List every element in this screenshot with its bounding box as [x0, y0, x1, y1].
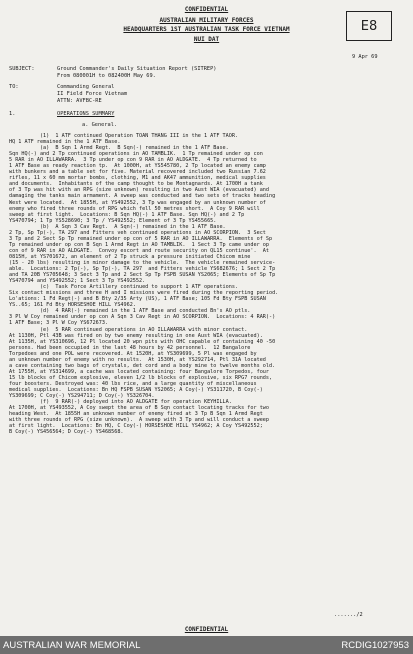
to-line-3: ATTN: AVFBC-RE: [57, 98, 102, 104]
document-date: 9 Apr 69: [352, 54, 378, 60]
archive-footer-bar: [0, 636, 413, 654]
subject-label: SUBJECT:: [9, 66, 35, 72]
subject-line-1: Ground Commander's Daily Situation Report (SITREP): [57, 66, 217, 72]
location-heading: NUI DAT: [193, 36, 220, 43]
subsection-general: a. General.: [82, 122, 118, 128]
section-title: OPERATIONS SUMMARY: [57, 111, 115, 117]
hq-heading: HEADQUARTERS 1ST AUSTRALIAN TASK FORCE VIETNAM: [123, 26, 290, 33]
classification-footer: CONFIDENTIAL: [184, 626, 229, 633]
to-label: TO:: [9, 84, 19, 90]
archive-name: AUSTRALIAN WAR MEMORIAL: [3, 640, 141, 651]
to-line-2: II Field Force Vietnam: [57, 91, 128, 97]
page-continuation: ......./2: [334, 612, 363, 618]
classification-header: CONFIDENTIAL: [184, 6, 229, 13]
archive-id: RCDIG1027953: [341, 640, 409, 651]
section-number: 1.: [9, 111, 16, 117]
report-body: (1) 1 ATF continued Operation TOAN THANG III in the 1 ATF TAOR. HQ 1 ATF remained in the 1 ATF Base. (a) B Sqn 1 Armd Regt. B Sqn(-) remained in the 1 ATF Base. Sqn HQ(-) and 2 Tp continued operations in AO TAMBLIK. 1 Tp remained under op con 5 RAR in AO ILLAWARRA. 3 Tp under op con 9 RAR in AO ALDGATE. 4 Tp returned to 1 ATF Base as ready reaction tp. At 1000H, at YS545780, 2 Tp located an enemy camp with bunkers and a table set for five. Material recovered included two Russian 7.62 rifles, 11 x 60 mm mortar bombs, clothing, M1 and AK47 ammunition, medical supplies and documents. Inhabitants of the camp thought to be Montagnards. At 1700H a tank of 3 Tp was hit with an RPG (size unknown) resulting in two Aust WIA (evacuated) and damaging the tanks main armament. A sweep was conducted and two sets of tracks heading West were located. At 1855H, at YS492552, 3 Tp was engaged by an unknown number of enemy who fired three rounds of RPG which fell 50 metres short. A Coy 9 RAR will sweep at first light. Locations: B Sqn HQ(-) 1 ATF Base. Sqn HQ(-) and 2 Tp YS470794; 1 Tp YS528690; 3 Tp / YS492552; Element of 3 Tp YS455665. (b) A Sqn 3 Cav Regt. A Sqn(-) remained in the 1 ATF Base. 2 Tp, Sp Tp(-), TA 297 and Fitters veh continued operations in AO SCORPION. 3 Sect 3 Tp and 2 Sect Sp Tp remained under op con of 5 RAR in AO ILLAWARRA. Elements of Sp Tp remained under op con B Sqn 1 Armd Regt in AO TAMBLIK. 1 Sect 3 Tp came under op con of 9 RAR in AO ALDGATE. Convoy escort and route security on QL15 continue'. At 0815H, at YS701672, an element of 2 Tp struck a pressure initiated Chicom mine (15 - 20 lbs) resulting in minor damage to the vehicle. The vehicle remained service- able. Locations: 2 Tp(-), Sp Tp(-), TA 297 and Fitters vehicle YS682676; 1 Sect 2 Tp and TA 20B YS705648; 3 Sect 3 Tp and 2 Sect Sp Tp FSPB SUSAN YS2065; Elements of Sp Tp YS470794 and YS492552; 1 Sect 3 Tp YS492552. (c) Task Force Artillery continued to support 1 ATF operations. Six contact missions and three H and I missions were fired during the reporting period. Lo'ations: 1 Fd Regt(-) and B Bty 2/35 Arty (US), 1 ATF Base; 105 Fd Bty FSPB SUSAN YS..65; 161 Fd Bty HORSESHOE HILL YS4962. (d) 4 RAR(-) remained in the 1 ATF Base and conducted Bn's AO ptls. 3 Pl W Coy remained under op con A Sqn 3 Cav Regt in AO SCORPION. Locations: 4 RAR(-) 1 ATF Base; 3 Pl W Coy YS672673. (e) 5 RAR continued operations in AO ILLAWARRA with minor contact. At 1130H, Ptl 43B was fired on by two enemy resulting in one Aust WIA (evacuated). At 1135H, at YS310696, 12 Pl located 20 wpn pits with OHC capable of containing 40 -50 persons. Had been occupied in the last 48 hours by 42 personnel. 12 Bangalore Torpedoes and one POL were recovered. At 1520H, at YS309699, 5 Pl was engaged by an unknown number of enemy with no results. At 1530H, at YS292714, Ptl 31A located a cave containing two bags of crystals, det cord and a body mine to twelve months old. At 1755H, at YS314699, a cache was located containing: four Bangalore Torpedos, four 15 lb blocks of Chicom explosive, eleven 1/2 lb blocks of explosive, six RPG7 rounds, four boosters. Destroyed was: 40 lbs rice, and a large quantity of miscellaneous medical supplies. Locations: Bn HQ FSPB SUSAN YS2065; A Coy(-) YS311720, B Coy(-) YS309699; C Coy(-) YS294711; D Coy(-) YS326704. (f) 9 RAR(-) deployed into AO ALDGATE for operation KEYHILLA. At 1700H, at YS493552, A Coy swept the area of B Sqn contact locating tracks for two heading West. At 1855H an unknown number of enemy fired at 3 Tp B Sqn 1 Armd Regt with three rounds of RPG (size unknown). A sweep with 3 Tp and will conduct a sweep at first light. Locations: Bn HQ, C Coy(-) HORSESHOE HILL YS4962; A Coy YS492552; B Coy(-) YS456564; D Coy(-) YS468568.: [9, 133, 279, 436]
to-line-1: Commanding General: [57, 84, 115, 90]
subject-line-2: From 080001H to 082400H May 69.: [57, 73, 156, 79]
org-heading: AUSTRALIAN MILITARY FORCES: [159, 17, 254, 24]
file-mark-stamp: E8: [346, 11, 392, 41]
